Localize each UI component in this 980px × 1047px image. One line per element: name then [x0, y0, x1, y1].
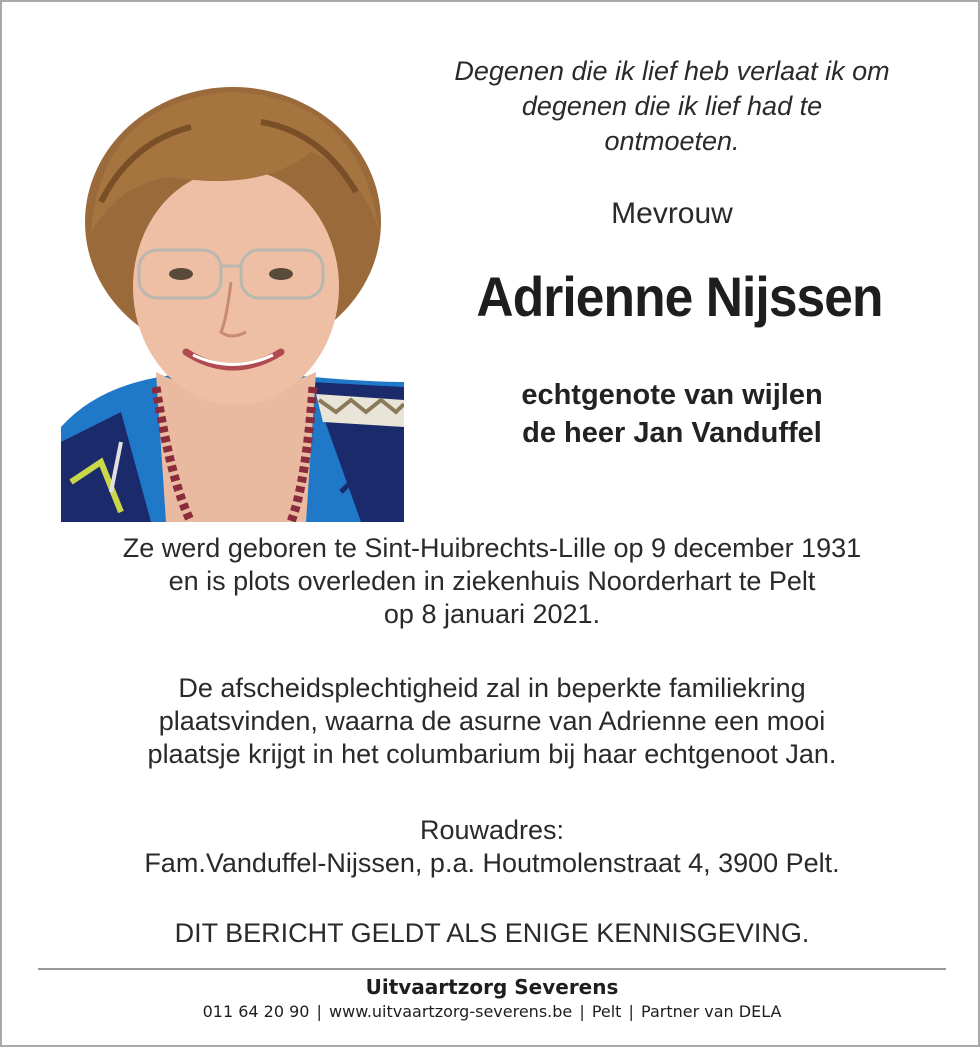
honorific: Mevrouw: [611, 197, 733, 230]
spouse-info: [412, 376, 932, 452]
undertaker-contact: [32, 1002, 952, 1021]
footer-divider: [38, 968, 946, 970]
paragraph-line: plaatsje krijgt in het columbarium bij haar echtgenoot Jan.: [147, 739, 837, 769]
address-label: Rouwadres:: [419, 815, 565, 845]
quote-line: Degenen die ik lief heb verlaat ik om: [454, 56, 890, 86]
ceremony-paragraph: [32, 672, 952, 771]
paragraph-line: De afscheidsplechtigheid zal in beperkte familiekring: [178, 673, 806, 703]
quote-line: degenen die ik lief had te: [521, 91, 823, 121]
quote-line: ontmoeten.: [604, 126, 740, 156]
separator: |: [579, 1002, 585, 1021]
location: Pelt: [591, 1002, 622, 1021]
spouse-line: de heer Jan Vanduffel: [522, 417, 822, 449]
separator: |: [316, 1002, 322, 1021]
mourning-address: [32, 814, 952, 880]
spouse-line: echtgenote van wijlen: [521, 379, 823, 411]
portrait-photo: [61, 82, 404, 522]
portrait-illustration: [61, 82, 404, 522]
undertaker-name: Uitvaartzorg Severens: [365, 975, 619, 999]
separator: |: [628, 1002, 634, 1021]
address-text: Fam.Vanduffel-Nijssen, p.a. Houtmolenstraat 4, 3900 Pelt.: [144, 848, 840, 878]
paragraph-line: op 8 januari 2021.: [383, 599, 601, 629]
birth-death-paragraph: [32, 532, 952, 631]
memorial-quote: [412, 54, 932, 159]
paragraph-line: plaatsvinden, waarna de asurne van Adrienne een mooi: [158, 706, 826, 736]
website-link[interactable]: www.uitvaartzorg-severens.be: [329, 1002, 573, 1021]
paragraph-line: Ze werd geboren te Sint-Huibrechts-Lille op 9 december 1931: [122, 533, 862, 563]
phone-number: 011 64 20 90: [202, 1002, 310, 1021]
partner-text: Partner van DELA: [641, 1002, 782, 1021]
deceased-name: Adrienne Nijssen: [476, 265, 883, 328]
paragraph-line: en is plots overleden in ziekenhuis Noorderhart te Pelt: [168, 566, 816, 596]
notice-text: DIT BERICHT GELDT ALS ENIGE KENNISGEVING.: [174, 918, 810, 948]
